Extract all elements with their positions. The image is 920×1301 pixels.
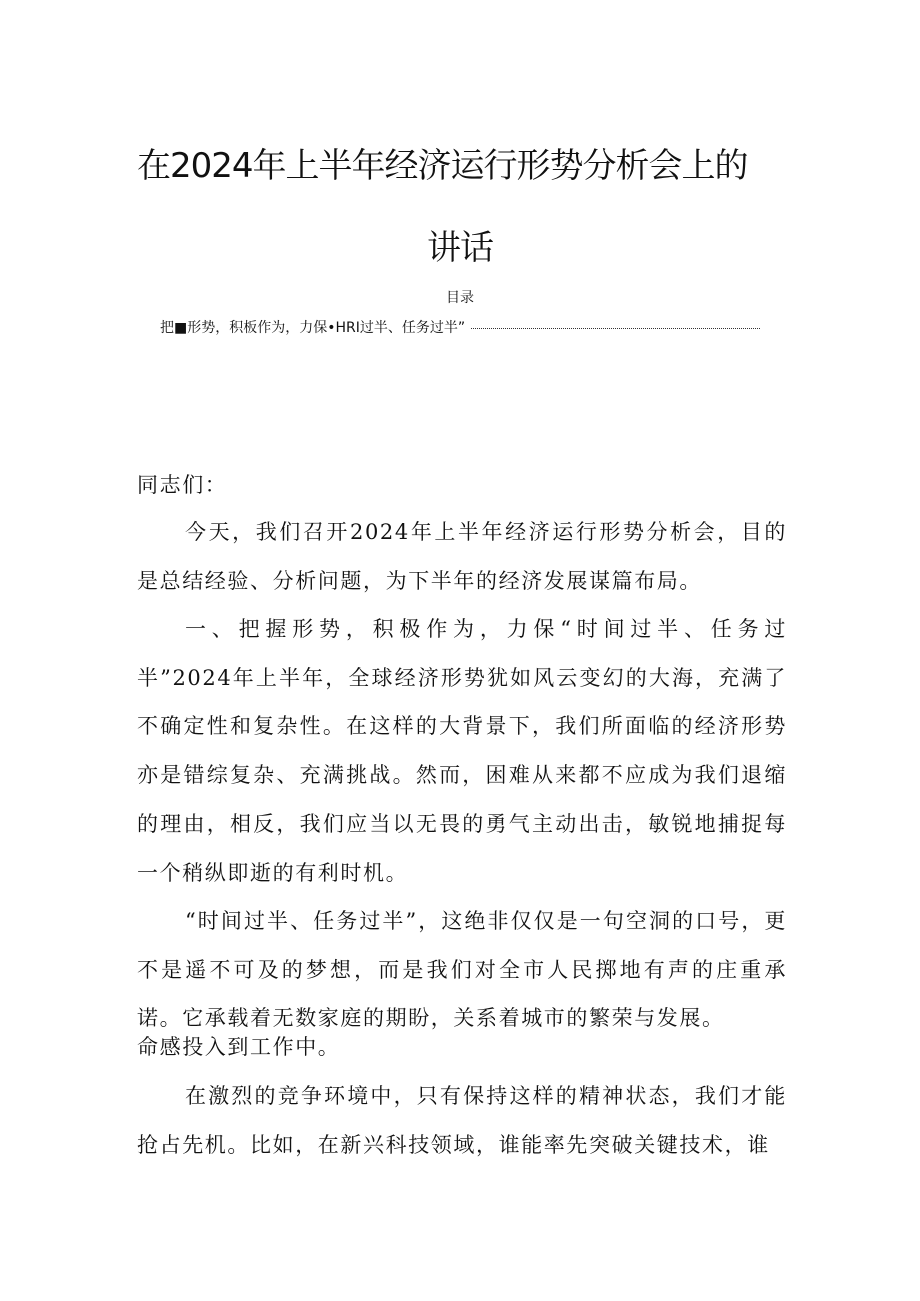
paragraph-competition: 在激烈的竞争环境中，只有保持这样的精神状态，我们才能抢占先机。比如，在新兴科技领域，谁能率先突破关键技术，谁 xyxy=(137,1084,787,1157)
paragraph-intro: 今天，我们召开2024年上半年经济运行形势分析会，目的是总结经验、分析问题，为下半年的经济发展谋篇布局。 xyxy=(137,520,787,593)
paragraph-slogan: “时间过半、任务过半”，这绝非仅仅是一句空洞的口号，更不是遥不可及的梦想，而是我们对全市人民掷地有声的庄重承诺。它承载着无数家庭的期盼，关系着城市的繁荣与发展。 xyxy=(137,909,787,1031)
paragraph-section-one: 一、把握形势，积极作为，力保“时间过半、任务过半”2024年上半年，全球经济形势犹如风云变幻的大海，充满了不确定性和复杂性。在这样的大背景下，我们所面临的经济形势亦是错综复杂、充满挑战。然而，困难从来都不应成为我们退缩的理由，相反，我们应当以无畏的勇气主动出击，敏锐地捕捉每一个稍纵即逝的有利时机。 xyxy=(137,617,787,885)
document-title-line-1: 在2024年上半年经济运行形势分析会上的 xyxy=(137,146,748,186)
document-title-line-2: 讲话 xyxy=(427,228,493,268)
toc-dot-leader xyxy=(471,328,760,329)
toc-entry-text: 把■形势，积板作为，力保•HRI过半、任务过半” xyxy=(160,320,466,336)
toc-heading: 目录 xyxy=(446,290,474,306)
paragraph-fragment: 命感投入到工作中。 xyxy=(137,1035,341,1059)
toc-entry[interactable] xyxy=(160,317,760,337)
salutation: 同志们： xyxy=(137,473,228,497)
